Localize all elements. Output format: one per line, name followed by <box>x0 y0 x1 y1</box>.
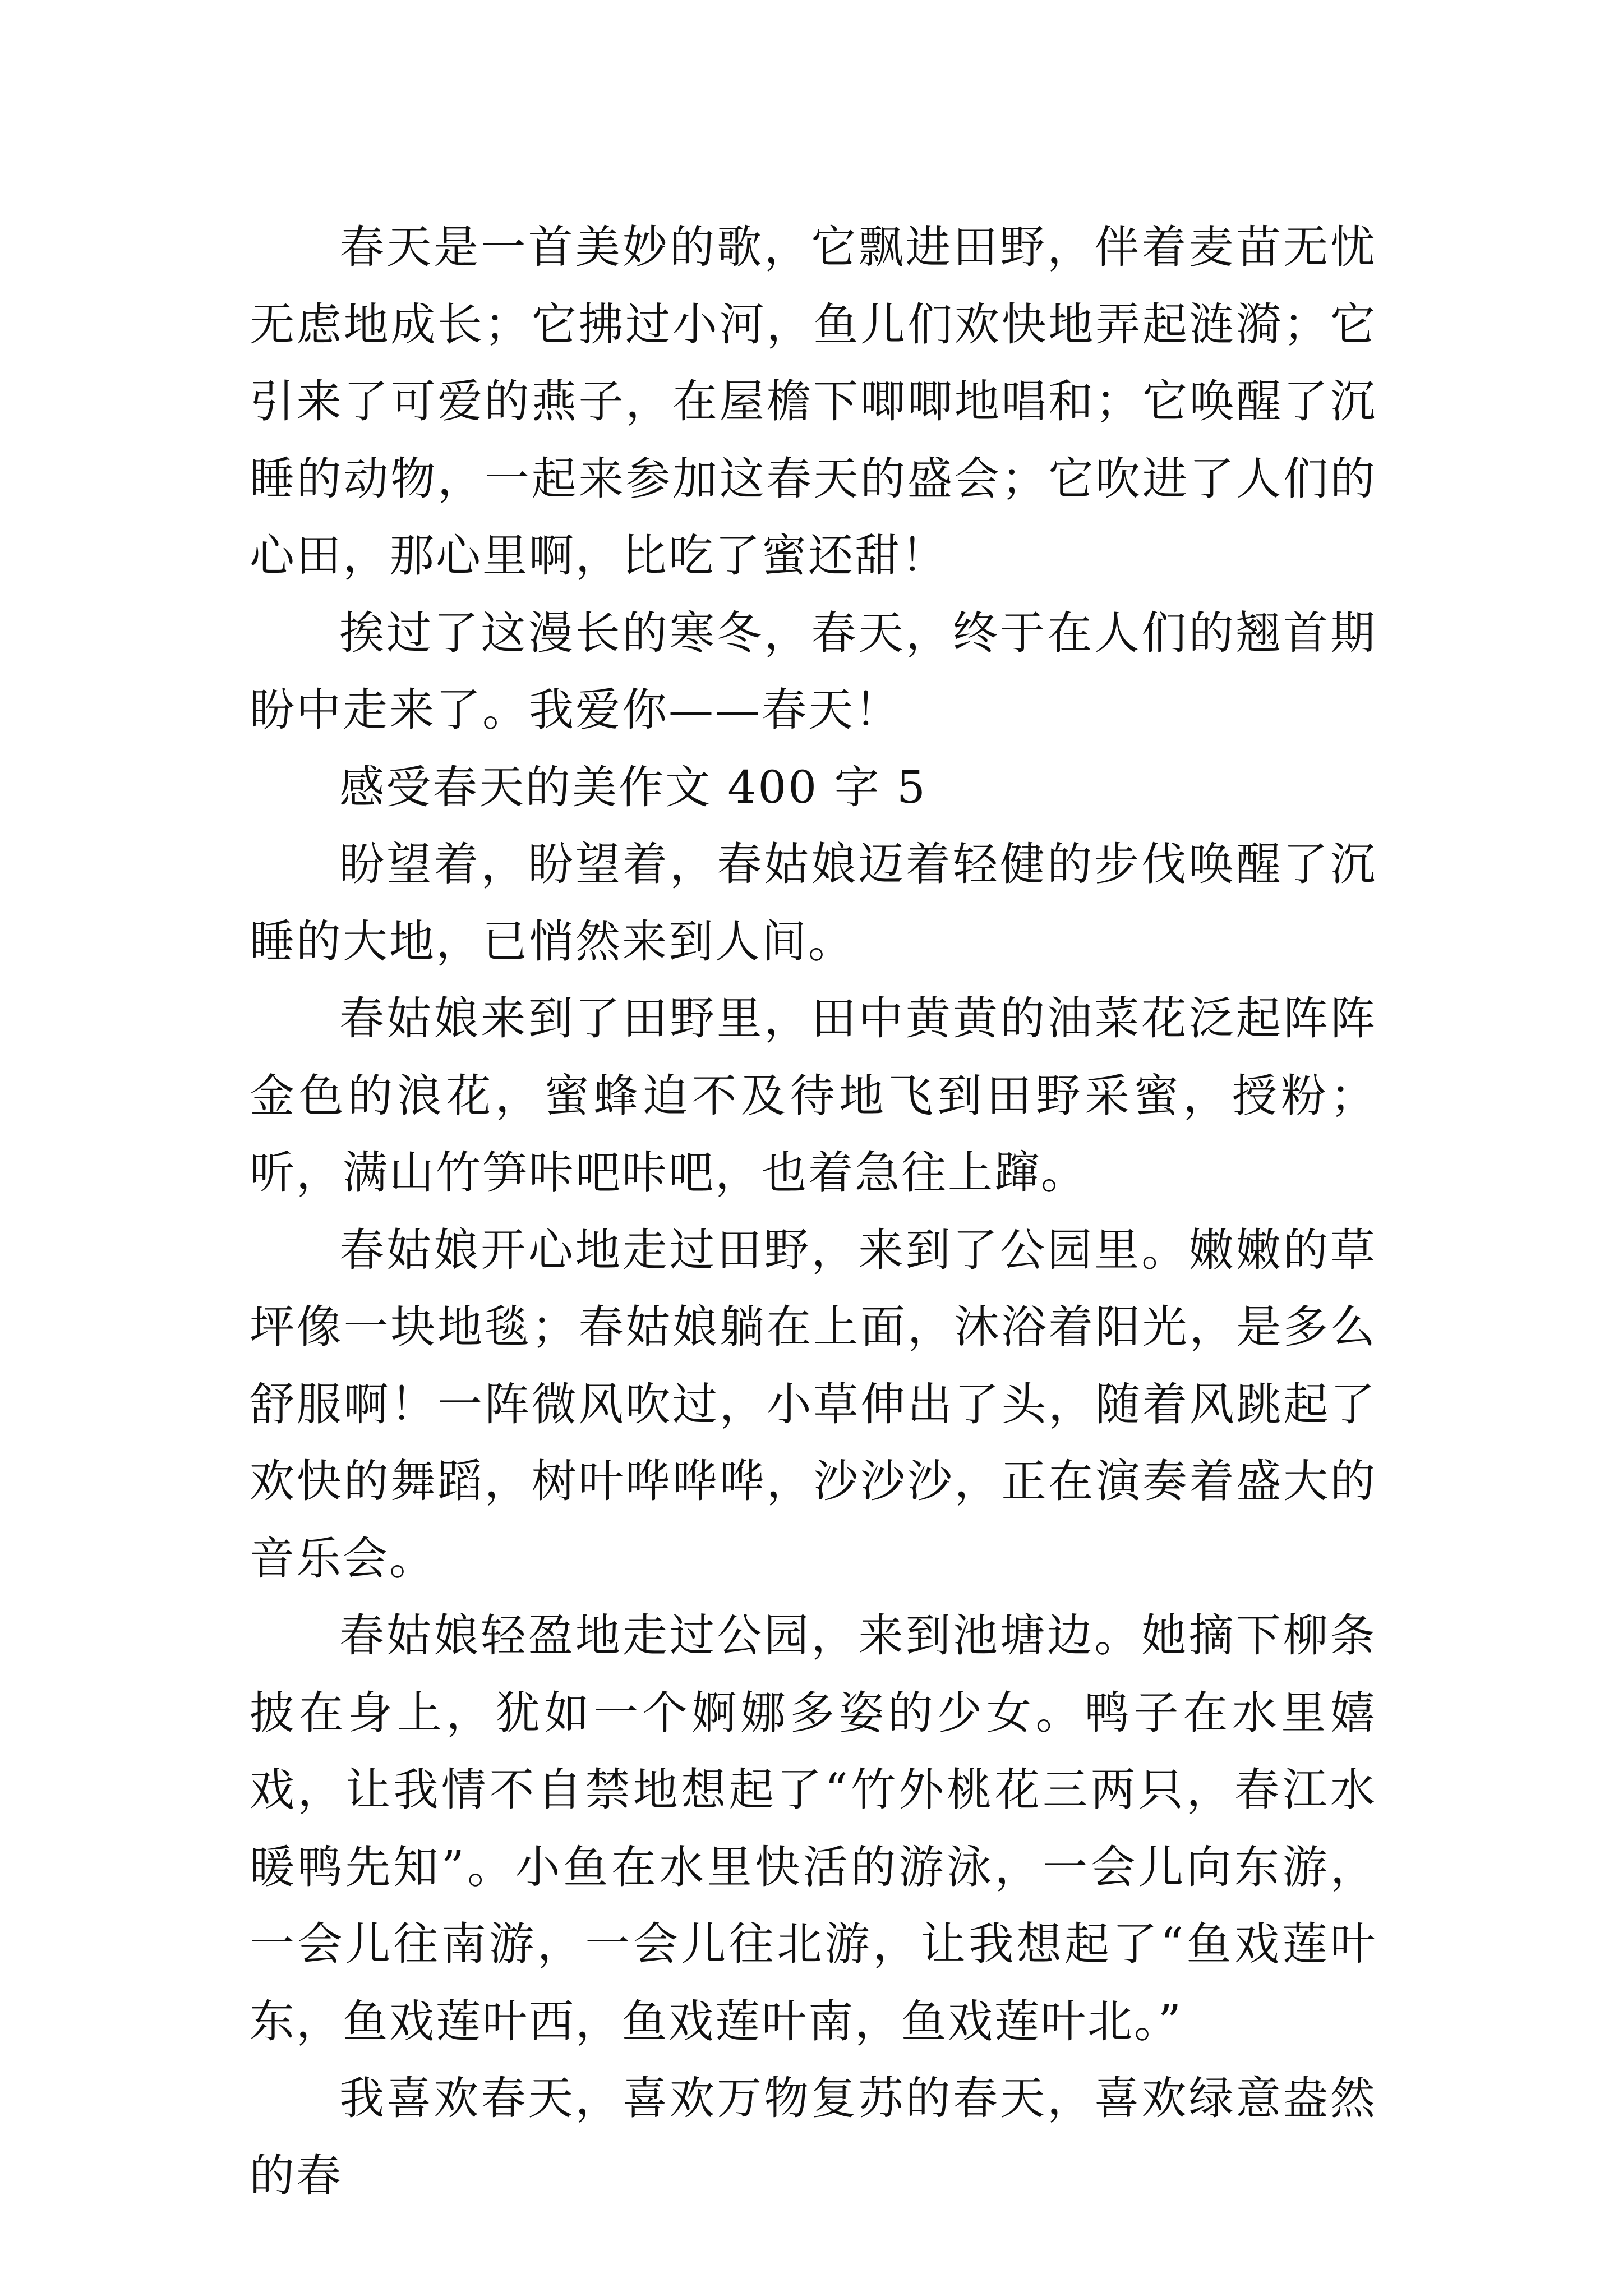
paragraph: 春姑娘轻盈地走过公园，来到池塘边。她摘下柳条披在身上，犹如一个婀娜多姿的少女。鸭子在水里嬉戏，让我情不自禁地想起了“竹外桃花三两只，春江水暖鸭先知”。小鱼在水里快活的游泳，一会儿向东游，一会儿往南游，一会儿往北游，让我想起了“鱼戏莲叶东，鱼戏莲叶西，鱼戏莲叶南，鱼戏莲叶北。” <box>250 1609 1377 2047</box>
paragraph: 春姑娘来到了田野里，田中黄黄的油菜花泛起阵阵金色的浪花，蜜蜂迫不及待地飞到田野采蜜，授粉；听，满山竹笋咔吧咔吧，也着急往上蹿。 <box>250 992 1377 1199</box>
paragraph: 我喜欢春天，喜欢万物复苏的春天，喜欢绿意盎然的春 <box>250 2072 1377 2202</box>
paragraph: 春姑娘开心地走过田野，来到了公园里。嫩嫩的草坪像一块地毯；春姑娘躺在上面，沐浴着阳光，是多么舒服啊！一阵微风吹过，小草伸出了头，随着风跳起了欢快的舞蹈，树叶哗哗哗，沙沙沙，正在演奏着盛大的音乐会。 <box>250 1223 1377 1585</box>
paragraph: 春天是一首美妙的歌，它飘进田野，伴着麦苗无忧无虑地成长；它拂过小河，鱼儿们欢快地弄起涟漪；它引来了可爱的燕子，在屋檐下唧唧地唱和；它唤醒了沉睡的动物，一起来参加这春天的盛会；它吹进了人们的心田，那心里啊，比吃了蜜还甜！ <box>250 221 1377 582</box>
paragraph: 盼望着，盼望着，春姑娘迈着轻健的步伐唤醒了沉睡的大地，已悄然来到人间。 <box>250 838 1377 968</box>
paragraph: 挨过了这漫长的寒冬，春天，终于在人们的翘首期盼中走来了。我爱你——春天！ <box>250 606 1377 736</box>
document-body <box>250 209 1377 2214</box>
section-title: 感受春天的美作文 400 字 5 <box>339 761 927 813</box>
